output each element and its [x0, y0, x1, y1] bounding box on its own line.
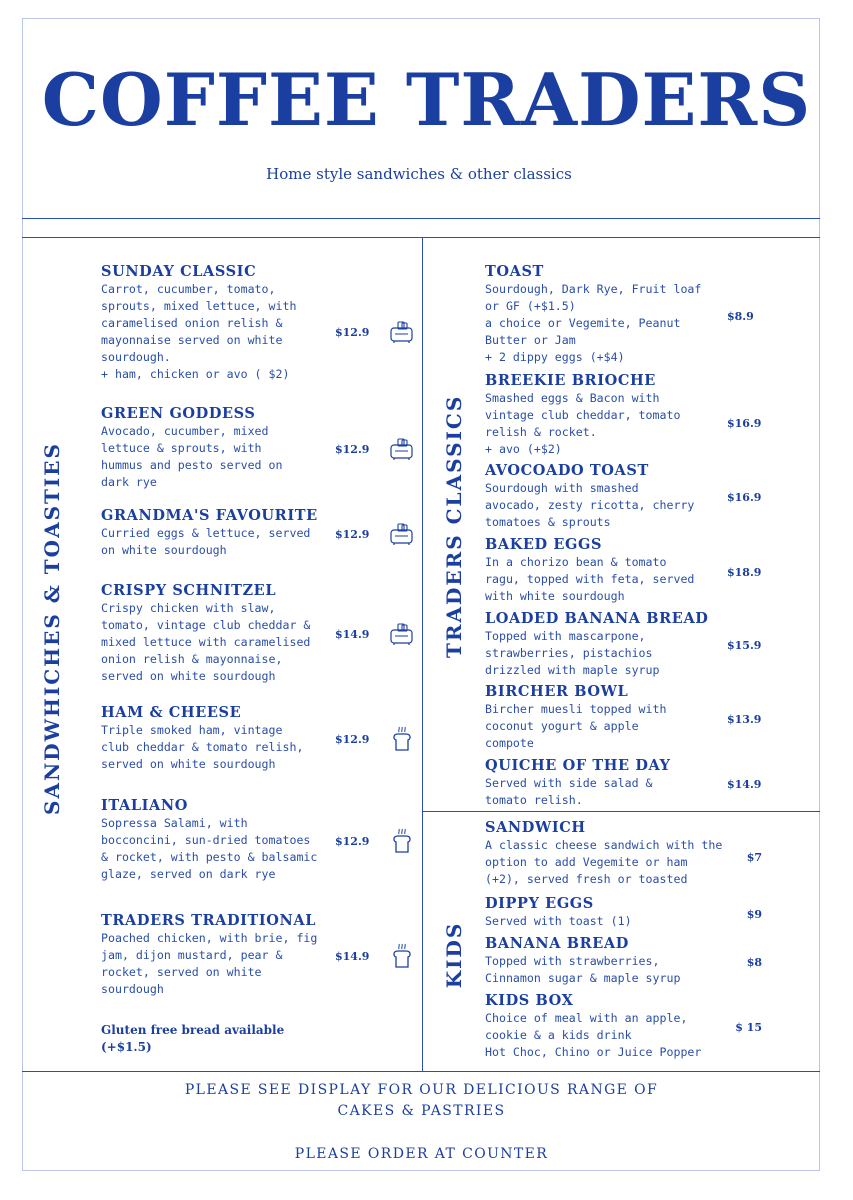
menu-item	[101, 262, 329, 383]
menu-item-name: SANDWICH	[485, 819, 586, 836]
menu-item-price: $7	[746, 851, 762, 864]
toaster-icon	[389, 319, 415, 345]
menu-item-description: Avocado, cucumber, mixed lettuce & sprouts, with hummus and pesto served on dark rye	[101, 424, 283, 489]
menu-item-price: $18.9	[727, 566, 762, 579]
toaster-icon	[389, 521, 415, 547]
header-divider-bottom	[22, 237, 820, 238]
toast-icon	[389, 726, 415, 752]
menu-item-description: Sopressa Salami, with bocconcini, sun-dried tomatoes & rocket, with pesto & balsamic glaze, served on dark rye	[101, 816, 318, 881]
menu-item-name: AVOCOADO TOAST	[485, 462, 649, 479]
header-divider-top	[22, 218, 820, 219]
menu-item-description: Bircher muesli topped with coconut yogurt & apple compote	[485, 702, 667, 750]
menu-item-price: $8.9	[727, 310, 754, 323]
menu-item	[485, 535, 715, 605]
menu-item-description: Triple smoked ham, vintage club cheddar & tomato relish, served on white sourdough	[101, 723, 304, 771]
section-label-traders-classics: TRADERS CLASSICS	[442, 394, 466, 658]
menu-item-price: $8	[746, 956, 762, 969]
menu-item-price: $12.9	[335, 835, 370, 848]
menu-item-price: $16.9	[727, 491, 762, 504]
kids-divider	[422, 811, 820, 812]
toaster-icon	[389, 621, 415, 647]
menu-item-price: $13.9	[727, 713, 762, 726]
footer-divider	[22, 1071, 820, 1072]
menu-item-price: $14.9	[335, 950, 370, 963]
menu-item-description: Poached chicken, with brie, fig jam, dijon mustard, pear & rocket, served on white sourdough	[101, 931, 318, 996]
menu-item-description: Carrot, cucumber, tomato, sprouts, mixed lettuce, with caramelised onion relish & mayonnaise served on white sourdough. + ham, chicken or avo ( $2)	[101, 282, 297, 381]
toast-icon	[389, 828, 415, 854]
menu-item	[101, 404, 329, 491]
column-divider	[422, 237, 423, 1071]
menu-item-description: Sourdough, Dark Rye, Fruit loaf or GF (+$1.5) a choice or Vegemite, Peanut Butter or Jam + 2 dippy eggs (+$4)	[485, 282, 702, 364]
menu-item-description: Smashed eggs & Bacon with vintage club cheddar, tomato relish & rocket. + avo (+$2)	[485, 391, 681, 456]
menu-item-name: GRANDMA'S FAVOURITE	[101, 507, 318, 524]
section-label-kids: KIDS	[442, 921, 466, 989]
toast-icon	[389, 943, 415, 969]
menu-item-price: $ 15	[735, 1021, 762, 1034]
menu-item	[101, 581, 329, 685]
menu-item-name: BANANA BREAD	[485, 935, 629, 952]
menu-item	[485, 991, 735, 1061]
display-note-line-2: CAKES & PASTRIES	[337, 1103, 506, 1119]
gluten-free-note: Gluten free bread available (+$1.5)	[101, 1023, 285, 1054]
menu-item	[101, 506, 329, 559]
menu-item	[485, 756, 715, 809]
menu-item-description: Topped with mascarpone, strawberries, pistachios drizzled with maple syrup	[485, 629, 660, 677]
menu-item-name: BREEKIE BRIOCHE	[485, 372, 656, 389]
menu-item	[485, 371, 715, 458]
menu-item-name: TRADERS TRADITIONAL	[101, 912, 317, 929]
display-note-line-1: PLEASE SEE DISPLAY FOR OUR DELICIOUS RANGE OF	[184, 1082, 659, 1098]
menu-item-name: KIDS BOX	[485, 992, 574, 1009]
menu-item-name: QUICHE OF THE DAY	[485, 757, 671, 774]
menu-item-name: ITALIANO	[101, 797, 188, 814]
menu-item-name: GREEN GODDESS	[101, 405, 256, 422]
menu-item-description: Served with side salad & tomato relish.	[485, 776, 653, 807]
menu-item-price: $12.9	[335, 733, 370, 746]
menu-item-price: $14.9	[727, 778, 762, 791]
menu-item-price: $15.9	[727, 639, 762, 652]
menu-item-price: $16.9	[727, 417, 762, 430]
menu-item-description: A classic cheese sandwich with the option to add Vegemite or ham (+2), served fresh or toasted	[485, 838, 723, 886]
menu-item-price: $12.9	[335, 443, 370, 456]
menu-item-price: $9	[746, 908, 762, 921]
menu-item-name: BIRCHER BOWL	[485, 683, 629, 700]
section-label-sandwiches: SANDWHICHES & TOASTIES	[40, 442, 64, 815]
menu-item-name: LOADED BANANA BREAD	[485, 610, 709, 627]
menu-item	[485, 682, 715, 752]
menu-item	[485, 894, 735, 930]
menu-item-description: Crispy chicken with slaw, tomato, vintage club cheddar & mixed lettuce with caramelised onion relish & mayonnaise, served on white sourdough	[101, 601, 311, 683]
menu-item-name: TOAST	[485, 263, 544, 280]
menu-subtitle: Home style sandwiches & other classics	[266, 165, 572, 183]
menu-item-description: Curried eggs & lettuce, served on white sourdough	[101, 526, 311, 557]
menu-item-name: BAKED EGGS	[485, 536, 603, 553]
menu-item-description: In a chorizo bean & tomato ragu, topped with feta, served with white sourdough	[485, 555, 695, 603]
menu-title: COFFEE TRADERS	[41, 57, 812, 142]
menu-item	[101, 911, 329, 998]
menu-item-name: HAM & CHEESE	[101, 704, 242, 721]
menu-item	[101, 796, 329, 883]
menu-item-description: Topped with strawberries, Cinnamon sugar & maple syrup	[485, 954, 681, 985]
menu-item-price: $12.9	[335, 326, 370, 339]
menu-item	[485, 609, 715, 679]
menu-item	[485, 818, 735, 888]
order-at-counter-note: PLEASE ORDER AT COUNTER	[294, 1146, 549, 1162]
menu-item-description: Choice of meal with an apple, cookie & a kids drink Hot Choc, Chino or Juice Popper	[485, 1011, 702, 1059]
menu-item-name: CRISPY SCHNITZEL	[101, 582, 277, 599]
menu-item	[485, 934, 735, 987]
menu-item-price: $12.9	[335, 528, 370, 541]
menu-item-description: Sourdough with smashed avocado, zesty ricotta, cherry tomatoes & sprouts	[485, 481, 695, 529]
menu-item-name: DIPPY EGGS	[485, 895, 594, 912]
menu-item-description: Served with toast (1)	[485, 914, 632, 928]
menu-item-name: SUNDAY CLASSIC	[101, 263, 257, 280]
menu-item	[485, 262, 715, 366]
toaster-icon	[389, 436, 415, 462]
menu-item	[101, 703, 329, 773]
menu-item	[485, 461, 715, 531]
menu-item-price: $14.9	[335, 628, 370, 641]
